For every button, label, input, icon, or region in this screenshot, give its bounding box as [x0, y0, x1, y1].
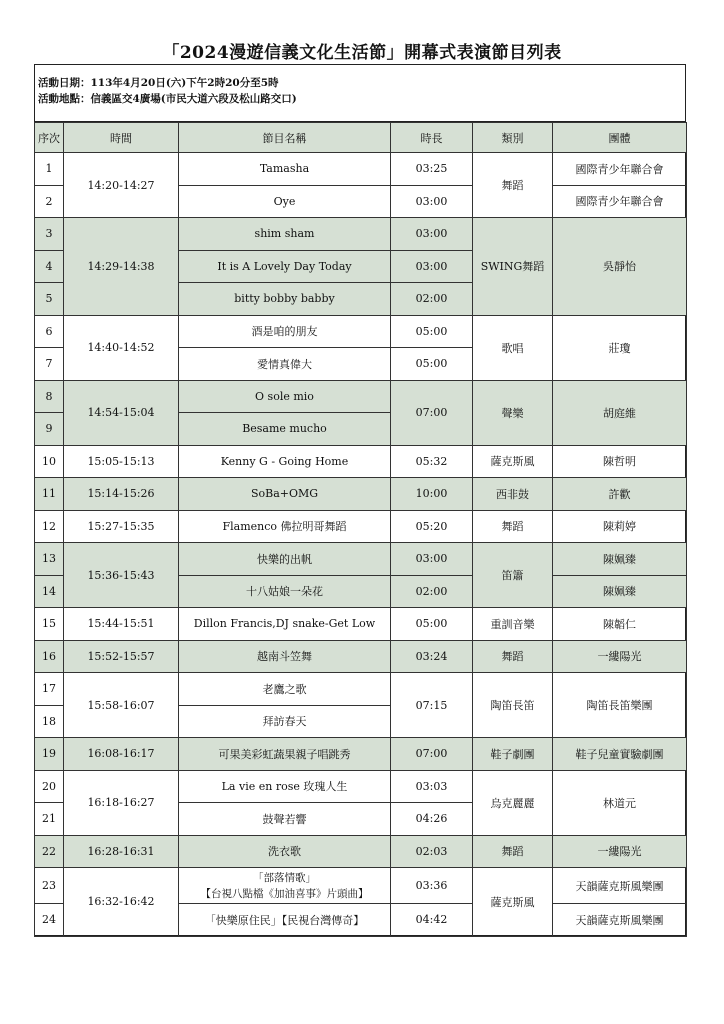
table-row	[35, 445, 687, 478]
header-category: 類別	[473, 123, 553, 153]
row-duration: 03:36	[391, 868, 473, 904]
row-program: bitty bobby babby	[179, 283, 391, 316]
row-no: 11	[35, 478, 64, 511]
table-row	[35, 835, 687, 868]
row-category: 舞蹈	[473, 510, 553, 543]
row-program: 可果美彩虹蔬果親子唱跳秀	[179, 738, 391, 771]
table-row	[35, 478, 687, 511]
row-program: Kenny G - Going Home	[179, 445, 391, 478]
row-duration: 03:00	[391, 543, 473, 576]
row-time: 16:18-16:27	[64, 770, 179, 835]
row-no: 6	[35, 315, 64, 348]
row-duration: 03:00	[391, 218, 473, 251]
row-no: 5	[35, 283, 64, 316]
row-no: 9	[35, 413, 64, 446]
row-category: 西非鼓	[473, 478, 553, 511]
row-no: 15	[35, 608, 64, 641]
row-time: 15:05-15:13	[64, 445, 179, 478]
row-program-line2: 【台視八點檔《加油喜事》片頭曲】	[200, 887, 369, 900]
row-duration: 05:00	[391, 315, 473, 348]
row-program: 酒是咱的朋友	[179, 315, 391, 348]
row-duration: 02:00	[391, 575, 473, 608]
row-duration: 03:24	[391, 640, 473, 673]
row-category: 笛簫	[473, 543, 553, 608]
table-row	[35, 543, 687, 576]
row-program: 老鷹之歌	[179, 673, 391, 706]
row-duration: 07:15	[391, 673, 473, 738]
row-no: 18	[35, 705, 64, 738]
row-program: 「快樂原住民」【民視台灣傳奇】	[179, 904, 391, 937]
row-program: shim sham	[179, 218, 391, 251]
row-group: 陳姵臻	[553, 575, 687, 608]
row-program: 越南斗笠舞	[179, 640, 391, 673]
row-duration: 05:00	[391, 608, 473, 641]
row-time: 16:28-16:31	[64, 835, 179, 868]
table-row	[35, 218, 687, 251]
row-program: 快樂的出帆	[179, 543, 391, 576]
table-header-row	[35, 123, 687, 153]
row-duration: 03:25	[391, 153, 473, 186]
row-category: 舞蹈	[473, 640, 553, 673]
row-group: 一縷陽光	[553, 835, 687, 868]
table-row	[35, 738, 687, 771]
row-no: 7	[35, 348, 64, 381]
row-program: Tamasha	[179, 153, 391, 186]
row-program-line1: 「部落情歌」	[253, 871, 316, 884]
row-duration: 10:00	[391, 478, 473, 511]
event-info	[34, 64, 686, 122]
row-program: Besame mucho	[179, 413, 391, 446]
row-program: SoBa+OMG	[179, 478, 391, 511]
row-time: 15:14-15:26	[64, 478, 179, 511]
event-place: 活動地點：信義區交4廣場(市民大道六段及松山路交口)	[38, 93, 297, 105]
row-category: 舞蹈	[473, 153, 553, 218]
row-group: 陳莉婷	[553, 510, 687, 543]
row-no: 23	[35, 868, 64, 904]
row-duration: 02:03	[391, 835, 473, 868]
table-row	[35, 608, 687, 641]
row-category: 聲樂	[473, 380, 553, 445]
row-program: 拜訪春天	[179, 705, 391, 738]
row-no: 24	[35, 904, 64, 937]
row-no: 3	[35, 218, 64, 251]
row-program: It is A Lovely Day Today	[179, 250, 391, 283]
row-no: 13	[35, 543, 64, 576]
program-table	[34, 122, 687, 937]
row-no: 17	[35, 673, 64, 706]
row-duration: 05:32	[391, 445, 473, 478]
row-duration: 05:00	[391, 348, 473, 381]
row-time: 14:20-14:27	[64, 153, 179, 218]
row-category: 舞蹈	[473, 835, 553, 868]
row-program: 鼓聲若響	[179, 803, 391, 836]
row-duration: 07:00	[391, 380, 473, 445]
row-group: 陶笛長笛樂團	[553, 673, 687, 738]
row-group: 陳姵臻	[553, 543, 687, 576]
row-group: 林道元	[553, 770, 687, 835]
document-title: 「2024漫遊信義文化生活節」開幕式表演節目列表	[162, 43, 562, 63]
table-row	[35, 770, 687, 803]
row-category: SWING舞蹈	[473, 218, 553, 316]
row-category: 重訓音樂	[473, 608, 553, 641]
row-duration: 02:00	[391, 283, 473, 316]
row-no: 1	[35, 153, 64, 186]
row-group: 天韻薩克斯風樂團	[553, 868, 687, 904]
table-row	[35, 640, 687, 673]
row-category: 陶笛長笛	[473, 673, 553, 738]
row-group: 國際青少年聯合會	[553, 153, 687, 186]
table-row	[35, 868, 687, 904]
row-no: 22	[35, 835, 64, 868]
row-program: Flamenco 佛拉明哥舞蹈	[179, 510, 391, 543]
row-category: 烏克麗麗	[473, 770, 553, 835]
table-row	[35, 315, 687, 348]
header-time: 時間	[64, 123, 179, 153]
row-no: 2	[35, 185, 64, 218]
row-no: 19	[35, 738, 64, 771]
row-time: 16:08-16:17	[64, 738, 179, 771]
table-row	[35, 153, 687, 186]
row-duration: 04:26	[391, 803, 473, 836]
row-program: 十八姑娘一朵花	[179, 575, 391, 608]
row-time: 14:40-14:52	[64, 315, 179, 380]
row-no: 16	[35, 640, 64, 673]
row-no: 20	[35, 770, 64, 803]
event-date: 活動日期：113年4月20日(六)下午2時20分至5時	[38, 77, 279, 89]
row-program: Oye	[179, 185, 391, 218]
row-group: 鞋子兒童實驗劇團	[553, 738, 687, 771]
table-row	[35, 510, 687, 543]
row-program: La vie en rose 玫瑰人生	[179, 770, 391, 803]
row-no: 8	[35, 380, 64, 413]
row-time: 16:32-16:42	[64, 868, 179, 937]
row-category: 歌唱	[473, 315, 553, 380]
header-group: 團體	[553, 123, 687, 153]
row-program: 愛情真偉大	[179, 348, 391, 381]
row-time: 15:52-15:57	[64, 640, 179, 673]
row-duration: 03:00	[391, 250, 473, 283]
row-no: 10	[35, 445, 64, 478]
row-category: 鞋子劇團	[473, 738, 553, 771]
row-program: 洗衣歌	[179, 835, 391, 868]
header-duration: 時長	[391, 123, 473, 153]
row-duration: 03:03	[391, 770, 473, 803]
row-group: 莊瓊	[553, 315, 687, 380]
row-program	[179, 868, 391, 904]
row-category: 薩克斯風	[473, 868, 553, 937]
row-group: 國際青少年聯合會	[553, 185, 687, 218]
row-duration: 04:42	[391, 904, 473, 937]
row-group: 許歡	[553, 478, 687, 511]
row-group: 吳靜怡	[553, 218, 687, 316]
row-no: 12	[35, 510, 64, 543]
row-no: 21	[35, 803, 64, 836]
row-time: 14:29-14:38	[64, 218, 179, 316]
row-category: 薩克斯風	[473, 445, 553, 478]
header-no: 序次	[35, 123, 64, 153]
row-duration: 07:00	[391, 738, 473, 771]
row-group: 陳韜仁	[553, 608, 687, 641]
row-time: 15:58-16:07	[64, 673, 179, 738]
row-group: 胡庭維	[553, 380, 687, 445]
row-duration: 05:20	[391, 510, 473, 543]
row-group: 陳哲明	[553, 445, 687, 478]
row-duration: 03:00	[391, 185, 473, 218]
row-time: 15:27-15:35	[64, 510, 179, 543]
table-row	[35, 673, 687, 706]
row-time: 14:54-15:04	[64, 380, 179, 445]
header-program: 節目名稱	[179, 123, 391, 153]
row-program: Dillon Francis,DJ snake-Get Low	[179, 608, 391, 641]
row-no: 14	[35, 575, 64, 608]
row-program: O sole mio	[179, 380, 391, 413]
row-group: 一縷陽光	[553, 640, 687, 673]
row-time: 15:36-15:43	[64, 543, 179, 608]
table-row	[35, 380, 687, 413]
row-time: 15:44-15:51	[64, 608, 179, 641]
row-no: 4	[35, 250, 64, 283]
row-group: 天韻薩克斯風樂團	[553, 904, 687, 937]
